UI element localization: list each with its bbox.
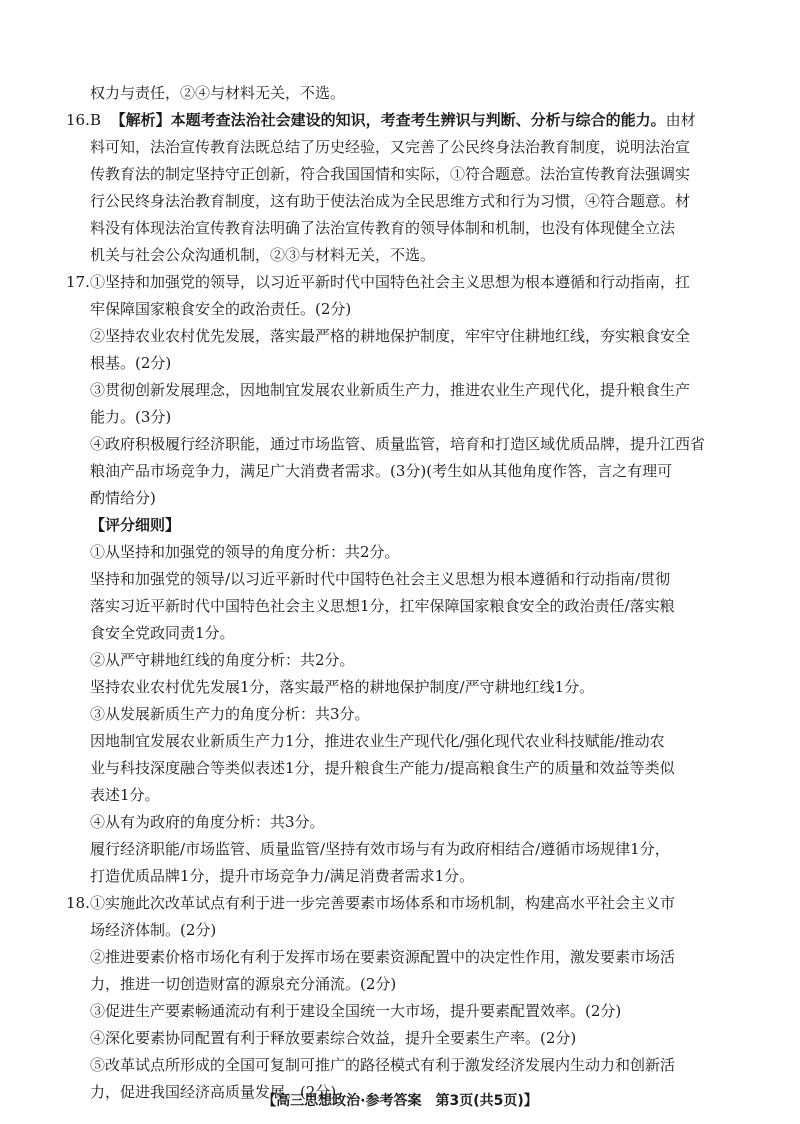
- text-line: ③贯彻创新发展理念，因地制宜发展农业新质生产力，推进农业生产现代化，提升粮食生产: [90, 381, 691, 399]
- answer-16: [66, 107, 751, 269]
- text-line: 能力。(3分): [90, 408, 172, 426]
- page-footer: 【高三思想政治·参考答案 第3页(共5页)】: [262, 1093, 538, 1109]
- answer-16-line-1: [66, 107, 751, 134]
- text-line: 料没有体现法治宣传教育法明确了法治宣传教育的领导体制和机制，也没有体现健全立法: [90, 219, 676, 237]
- rubric-line: 坚持农业农村优先发展1分，落实最严格的耕地保护制度/严守耕地红线1分。: [90, 678, 595, 696]
- answer-18: [66, 890, 751, 1106]
- answer-17-line-1: [66, 269, 751, 296]
- rubric-line: 坚持和加强党的领导/以习近平新时代中国特色社会主义思想为根本遵循和行动指南/贯彻: [90, 570, 671, 588]
- text-line: 酌情给分): [90, 489, 156, 507]
- rubric-line: 因地制宜发展农业新质生产力1分，推进农业生产现代化/强化现代农业科技赋能/推动农: [90, 732, 665, 750]
- rubric-line: ③从发展新质生产力的角度分析：共3分。: [90, 705, 370, 723]
- rubric-line: 食安全党政同责1分。: [90, 624, 235, 642]
- rubric-line: 打造优质品牌1分，提升市场竞争力/满足消费者需求1分。: [90, 867, 475, 885]
- text-line: ⑤改革试点所形成的全国可复制可推广的路径模式有利于激发经济发展内生动力和创新活: [90, 1056, 676, 1074]
- text-line: ④政府积极履行经济职能，通过市场监管、质量监管，培育和打造区域优质品牌，提升江西省: [90, 435, 706, 453]
- text-line: ④深化要素协同配置有利于释放要素综合效益，提升全要素生产率。(2分): [90, 1029, 577, 1047]
- question-number: 16.: [66, 111, 90, 129]
- text-fragment: ①坚持和加强党的领导，以习近平新时代中国特色社会主义思想为根本遵循和行动指南，扛: [90, 273, 691, 291]
- rubric-line: 业与科技深度融合等类似表述1分，提升粮食生产能力/提高粮食生产的质量和效益等类似: [90, 759, 675, 777]
- page-content: [66, 80, 751, 1106]
- text-line: ②坚持农业农村优先发展，落实最严格的耕地保护制度，牢牢守住耕地红线，夯实粮食安全: [90, 327, 691, 345]
- rubric-title: 【评分细则】: [90, 516, 181, 534]
- rubric-line: ④从有为政府的角度分析：共3分。: [90, 813, 325, 831]
- answer-17: [66, 269, 751, 890]
- text-line: 粮油产品市场竞争力，满足广大消费者需求。(3分)(考生如从其他角度作答，言之有理可: [90, 462, 673, 480]
- answer-choice: B: [90, 111, 102, 129]
- text-line: 机关与社会公众沟通机制，②③与材料无关，不选。: [90, 246, 436, 264]
- text-fragment: ①实施此次改革试点有利于进一步完善要素市场体系和市场机制，构建高水平社会主义市: [90, 894, 676, 912]
- text-line: 料可知，法治宣传教育法既总结了历史经验，又完善了公民终身法治教育制度，说明法治宣: [90, 138, 691, 156]
- text-fragment: 由材: [665, 111, 696, 129]
- text-line: 场经济体制。(2分): [90, 921, 217, 939]
- rubric-line: ①从坚持和加强党的领导的角度分析：共2分。: [90, 543, 400, 561]
- text-line: 传教育法的制定坚持守正创新，符合我国国情和实际，①符合题意。法治宣传教育法强调实: [90, 165, 691, 183]
- text-line: 力，推进一切创造财富的源泉充分涌流。(2分): [90, 975, 397, 993]
- question-number: 18.: [66, 894, 90, 912]
- text-line: 牢保障国家粮食安全的政治责任。(2分): [90, 300, 352, 318]
- question-number: 17.: [66, 273, 90, 291]
- text-line: 行公民终身法治教育制度，这有助于使法治成为全民思维方式和行为习惯，④符合题意。材: [90, 192, 691, 210]
- text-line: 根基。(2分): [90, 354, 172, 372]
- text-line: 权力与责任，②④与材料无关，不选。: [90, 84, 346, 102]
- rubric-line: 落实习近平新时代中国特色社会主义思想1分，扛牢保障国家粮食安全的政治责任/落实粮: [90, 597, 675, 615]
- rubric-line: 履行经济职能/市场监管、质量监管/坚持有效市场与有为政府相结合/遵循市场规律1分，: [90, 840, 670, 858]
- answer-18-line-1: [66, 890, 751, 917]
- rubric-line: 表述1分。: [90, 786, 160, 804]
- text-line: 力，促进我国经济高质量发展。(2分): [90, 1083, 337, 1101]
- text-line: ③促进生产要素畅通流动有利于建设全国统一大市场，提升要素配置效率。(2分): [90, 1002, 622, 1020]
- rubric-line: ②从严守耕地红线的角度分析：共2分。: [90, 651, 355, 669]
- analysis-heading: 【解析】本题考查法治社会建设的知识，考查考生辨识与判断、分析与综合的能力。: [110, 111, 666, 129]
- text-line: ②推进要素价格市场化有利于发挥市场在要素资源配置中的决定性作用，激发要素市场活: [90, 948, 676, 966]
